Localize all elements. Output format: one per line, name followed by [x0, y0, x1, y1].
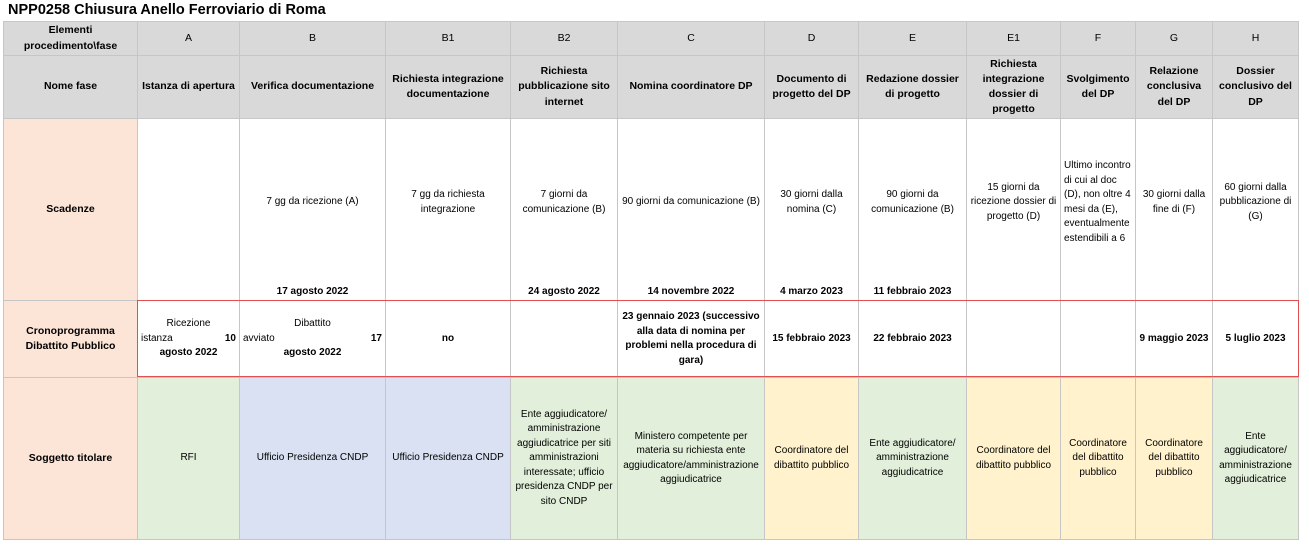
- schedule-cell-b2: [511, 301, 618, 378]
- deadline-cell: [859, 119, 967, 301]
- phase-code-row: [4, 22, 1299, 56]
- deadline-text: 15 giorni da ricezione dossier di progetto (D): [970, 181, 1057, 222]
- phase-name: Richiesta pubblicazione sito internet: [511, 56, 618, 119]
- row-label-owner: Soggetto titolare: [4, 378, 138, 540]
- schedule-cell-e1: [967, 301, 1061, 378]
- deadline-cell: [386, 119, 511, 301]
- deadline-text: [141, 119, 236, 286]
- deadline-text: 7 gg da ricezione (A): [266, 196, 359, 208]
- phase-code: H: [1213, 22, 1299, 56]
- schedule-cell-h: 5 luglio 2023: [1213, 301, 1299, 378]
- phase-code: E: [859, 22, 967, 56]
- phase-name: Relazione conclusiva del DP: [1136, 56, 1213, 119]
- phase-code: B2: [511, 22, 618, 56]
- row-label-deadlines: Scadenze: [4, 119, 138, 301]
- deadline-text: 60 giorni dalla pubblicazione di (G): [1219, 181, 1292, 222]
- phase-code: E1: [967, 22, 1061, 56]
- phase-code: C: [618, 22, 765, 56]
- phase-code: A: [138, 22, 240, 56]
- schedule-cell-d: 15 febbraio 2023: [765, 301, 859, 378]
- phase-code: B1: [386, 22, 511, 56]
- deadline-text: 90 giorni da comunicazione (B): [871, 189, 954, 215]
- page-title: NPP0258 Chiusura Anello Ferroviario di Roma: [8, 2, 326, 18]
- schedule-cell-e: 22 febbraio 2023: [859, 301, 967, 378]
- schedule-row: [4, 301, 1299, 378]
- deadline-text: 90 giorni da comunicazione (B): [622, 196, 760, 208]
- phase-code: F: [1061, 22, 1136, 56]
- phase-name-row: [4, 56, 1299, 119]
- deadline-cell: [511, 119, 618, 301]
- phase-name: Dossier conclusivo del DP: [1213, 56, 1299, 119]
- schedule-a-word: istanza: [141, 332, 173, 344]
- phase-name: Verifica documentazione: [240, 56, 386, 119]
- phase-name: Istanza di apertura: [138, 56, 240, 119]
- phase-code: B: [240, 22, 386, 56]
- corner-label: Elementi procedimento\fase: [4, 22, 138, 56]
- deadline-text: 30 giorni dalla nomina (C): [780, 189, 843, 215]
- deadline-cell: [240, 119, 386, 301]
- deadline-text: 7 giorni da comunicazione (B): [522, 189, 606, 215]
- schedule-a-day: 10: [224, 332, 236, 344]
- deadline-cell: [765, 119, 859, 301]
- owner-cell: Ufficio Presidenza CNDP: [240, 378, 386, 540]
- procedure-table: [3, 21, 1299, 540]
- schedule-cell-a: [138, 301, 240, 378]
- owner-row: [4, 378, 1299, 540]
- row-label-phase-name: Nome fase: [4, 56, 138, 119]
- deadline-text: 30 giorni dalla fine di (F): [1142, 189, 1206, 215]
- deadline-text: Ultimo incontro di cui al doc (D), non oltre 4 mesi da (E), eventualmente estendibili a 6: [1064, 160, 1131, 244]
- phase-name: Nomina coordinatore DP: [618, 56, 765, 119]
- owner-cell: RFI: [138, 378, 240, 540]
- deadline-cell: [967, 119, 1061, 301]
- schedule-a-line1: Ricezione: [166, 318, 211, 330]
- owner-cell: Coordinatore del dibattito pubblico: [1061, 378, 1136, 540]
- row-label-schedule: Cronoprogramma Dibattito Pubblico: [4, 301, 138, 378]
- owner-cell: Coordinatore del dibattito pubblico: [967, 378, 1061, 540]
- phase-code: D: [765, 22, 859, 56]
- deadline-text: 7 gg da richiesta integrazione: [411, 189, 485, 215]
- deadlines-row: [4, 119, 1299, 301]
- phase-name: Richiesta integrazione dossier di progetto: [967, 56, 1061, 119]
- schedule-cell-g: 9 maggio 2023: [1136, 301, 1213, 378]
- deadline-date: 24 agosto 2022: [528, 285, 600, 297]
- schedule-b-rest: agosto 2022: [283, 347, 342, 359]
- schedule-a-rest: agosto 2022: [159, 347, 218, 359]
- owner-cell: Coordinatore del dibattito pubblico: [765, 378, 859, 540]
- phase-name: Redazione dossier di progetto: [859, 56, 967, 119]
- deadline-cell: [618, 119, 765, 301]
- schedule-cell-c: 23 gennaio 2023 (successivo alla data di nomina per problemi nella procedura di gara): [618, 301, 765, 378]
- owner-cell: Ufficio Presidenza CNDP: [386, 378, 511, 540]
- deadline-cell: [1061, 119, 1136, 301]
- deadline-cell: [1213, 119, 1299, 301]
- phase-name: Svolgimento del DP: [1061, 56, 1136, 119]
- deadline-date: 4 marzo 2023: [780, 285, 843, 297]
- schedule-cell-b: [240, 301, 386, 378]
- deadline-date: 14 novembre 2022: [647, 285, 735, 297]
- owner-cell: Ente aggiudicatore/ amministrazione aggiudicatrice: [859, 378, 967, 540]
- phase-name: Richiesta integrazione documentazione: [386, 56, 511, 119]
- schedule-b-line1: Dibattito: [294, 318, 331, 330]
- deadline-date: 11 febbraio 2023: [873, 285, 952, 297]
- deadline-cell: [1136, 119, 1213, 301]
- schedule-b-word: avviato: [243, 332, 275, 344]
- owner-cell: Ente aggiudicatore/ amministrazione aggiudicatrice per siti amministrazioni interessate; ufficio presidenza CNDP per sito CNDP: [511, 378, 618, 540]
- phase-code: G: [1136, 22, 1213, 56]
- deadline-date: 17 agosto 2022: [276, 285, 349, 297]
- schedule-cell-b1: no: [386, 301, 511, 378]
- owner-cell: Ministero competente per materia su richiesta ente aggiudicatore/amministrazione aggiudicatrice: [618, 378, 765, 540]
- phase-name: Documento di progetto del DP: [765, 56, 859, 119]
- schedule-b-day: 17: [370, 332, 382, 344]
- deadline-cell: [138, 119, 240, 301]
- schedule-cell-f: [1061, 301, 1136, 378]
- owner-cell: Ente aggiudicatore/ amministrazione aggiudicatrice: [1213, 378, 1299, 540]
- owner-cell: Coordinatore del dibattito pubblico: [1136, 378, 1213, 540]
